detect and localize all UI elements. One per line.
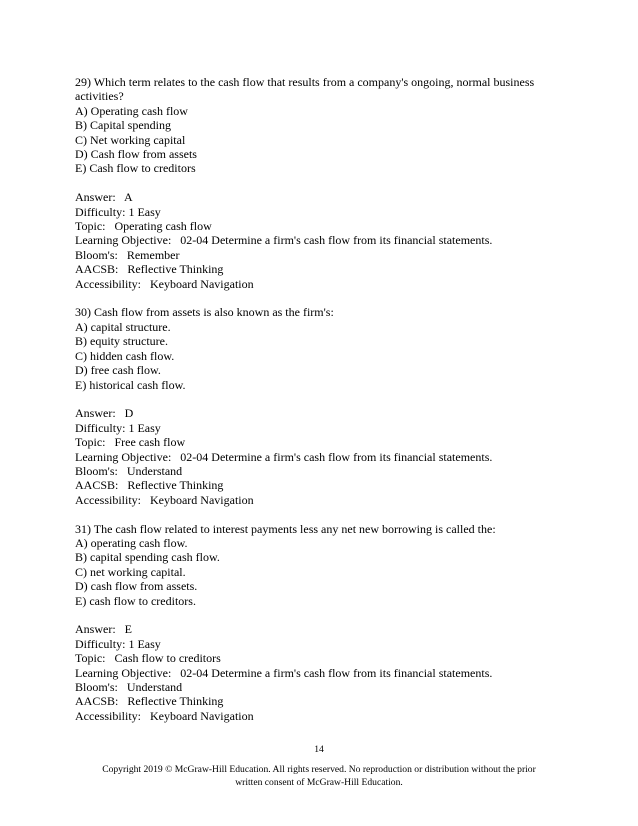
copyright-line-2: written consent of McGraw-Hill Education. bbox=[235, 776, 403, 788]
answer-option-b: B) capital spending cash flow. bbox=[75, 550, 220, 565]
question-text: 30) Cash flow from assets is also known as the firm's: bbox=[75, 305, 334, 320]
topic-line: Topic: Free cash flow bbox=[75, 435, 186, 450]
answer-option-a: A) operating cash flow. bbox=[75, 535, 188, 550]
question-29-metadata bbox=[75, 190, 565, 291]
question-text: 31) The cash flow related to interest payments less any net new borrowing is called the: bbox=[75, 521, 496, 536]
question-29 bbox=[75, 75, 565, 176]
copyright-line-1: Copyright 2019 © McGraw-Hill Education. All rights reserved. No reproduction or distribution without the prior bbox=[102, 764, 536, 775]
answer-option-c: C) net working capital. bbox=[75, 564, 186, 579]
answer-option-d: D) Cash flow from assets bbox=[75, 147, 197, 162]
learning-objective-line: Learning Objective: 02-04 Determine a firm's cash flow from its financial statements. bbox=[75, 449, 493, 464]
aacsb-line: AACSB: Reflective Thinking bbox=[75, 262, 224, 277]
answer-option-a: A) Operating cash flow bbox=[75, 103, 188, 118]
question-31 bbox=[75, 522, 565, 608]
difficulty-line: Difficulty: 1 Easy bbox=[75, 204, 161, 219]
accessibility-line: Accessibility: Keyboard Navigation bbox=[75, 492, 254, 507]
answer-option-c: C) Net working capital bbox=[75, 132, 186, 147]
answer-option-b: B) Capital spending bbox=[75, 118, 171, 133]
question-text: 29) Which term relates to the cash flow that results from a company's ongoing, normal business activities? bbox=[75, 75, 538, 104]
difficulty-line: Difficulty: 1 Easy bbox=[75, 420, 161, 435]
answer-line: Answer: A bbox=[75, 190, 133, 205]
answer-option-e: E) Cash flow to creditors bbox=[75, 161, 196, 176]
learning-objective-line: Learning Objective: 02-04 Determine a firm's cash flow from its financial statements. bbox=[75, 233, 493, 248]
topic-line: Topic: Cash flow to creditors bbox=[75, 651, 221, 666]
blooms-line: Bloom's: Understand bbox=[75, 679, 183, 694]
accessibility-line: Accessibility: Keyboard Navigation bbox=[75, 708, 254, 723]
topic-line: Topic: Operating cash flow bbox=[75, 219, 212, 234]
answer-option-d: D) cash flow from assets. bbox=[75, 579, 198, 594]
question-30-metadata bbox=[75, 406, 565, 507]
accessibility-line: Accessibility: Keyboard Navigation bbox=[75, 276, 254, 291]
answer-option-c: C) hidden cash flow. bbox=[75, 348, 175, 363]
answer-option-d: D) free cash flow. bbox=[75, 363, 161, 378]
question-30 bbox=[75, 305, 565, 391]
aacsb-line: AACSB: Reflective Thinking bbox=[75, 694, 224, 709]
page-number: 14 bbox=[314, 744, 324, 755]
blooms-line: Bloom's: Understand bbox=[75, 463, 183, 478]
answer-option-a: A) capital structure. bbox=[75, 319, 171, 334]
learning-objective-line: Learning Objective: 02-04 Determine a firm's cash flow from its financial statements. bbox=[75, 665, 493, 680]
answer-line: Answer: E bbox=[75, 622, 132, 637]
answer-line: Answer: D bbox=[75, 406, 134, 421]
aacsb-line: AACSB: Reflective Thinking bbox=[75, 478, 224, 493]
answer-option-b: B) equity structure. bbox=[75, 334, 168, 349]
blooms-line: Bloom's: Remember bbox=[75, 247, 180, 262]
copyright-notice bbox=[40, 764, 598, 789]
question-31-metadata bbox=[75, 622, 565, 723]
answer-option-e: E) historical cash flow. bbox=[75, 377, 186, 392]
question-list bbox=[75, 75, 565, 738]
difficulty-line: Difficulty: 1 Easy bbox=[75, 636, 161, 651]
answer-option-e: E) cash flow to creditors. bbox=[75, 593, 196, 608]
